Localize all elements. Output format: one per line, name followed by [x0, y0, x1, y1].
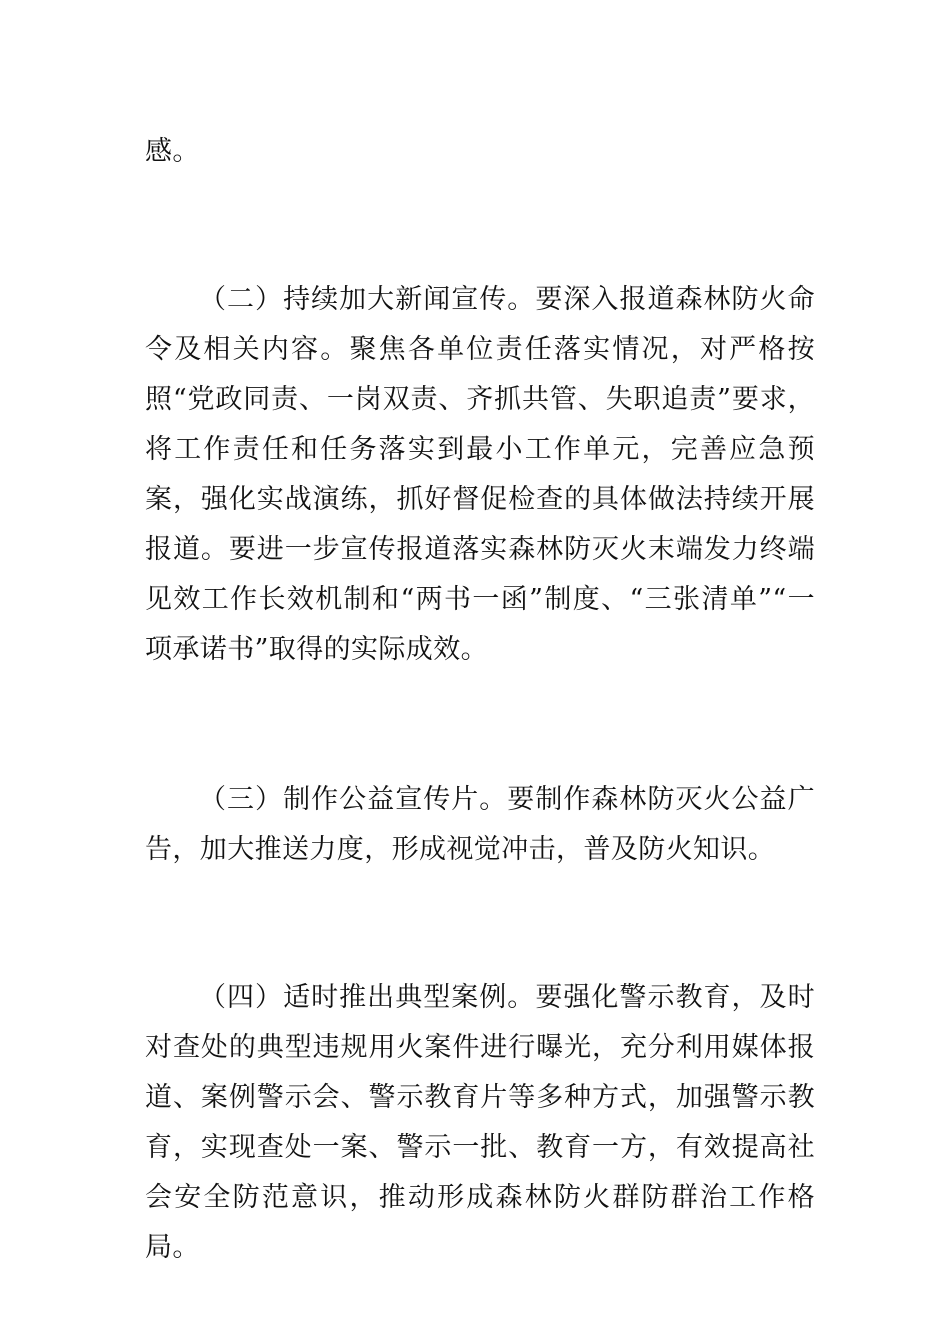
paragraph-continuation: 感。 — [145, 136, 200, 167]
paragraph-news-publicity: （二）持续加大新闻宣传。要深入报道森林防火命令及相关内容。聚焦各单位责任落实情况，对严格按照“党政同责、一岗双责、齐抓共管、失职追责”要求，将工作责任和任务落实到最小工作单元，完善应急预案，强化实战演练，抓好督促检查的具体做法持续开展报道。要进一步宣传报道落实森林防灭火末端发力终端见效工作长效机制和“两书一函”制度、“三张清单”“一项承诺书”取得的实际成效。 — [145, 284, 815, 665]
paragraph-typical-cases: （四）适时推出典型案例。要强化警示教育，及时对查处的典型违规用火案件进行曝光，充分利用媒体报道、案例警示会、警示教育片等多种方式，加强警示教育，实现查处一案、警示一批、教育一方，有效提高社会安全防范意识，推动形成森林防火群防群治工作格局。 — [145, 982, 815, 1263]
paragraph-public-service-film: （三）制作公益宣传片。要制作森林防灭火公益广告，加大推送力度，形成视觉冲击，普及防火知识。 — [145, 784, 815, 865]
